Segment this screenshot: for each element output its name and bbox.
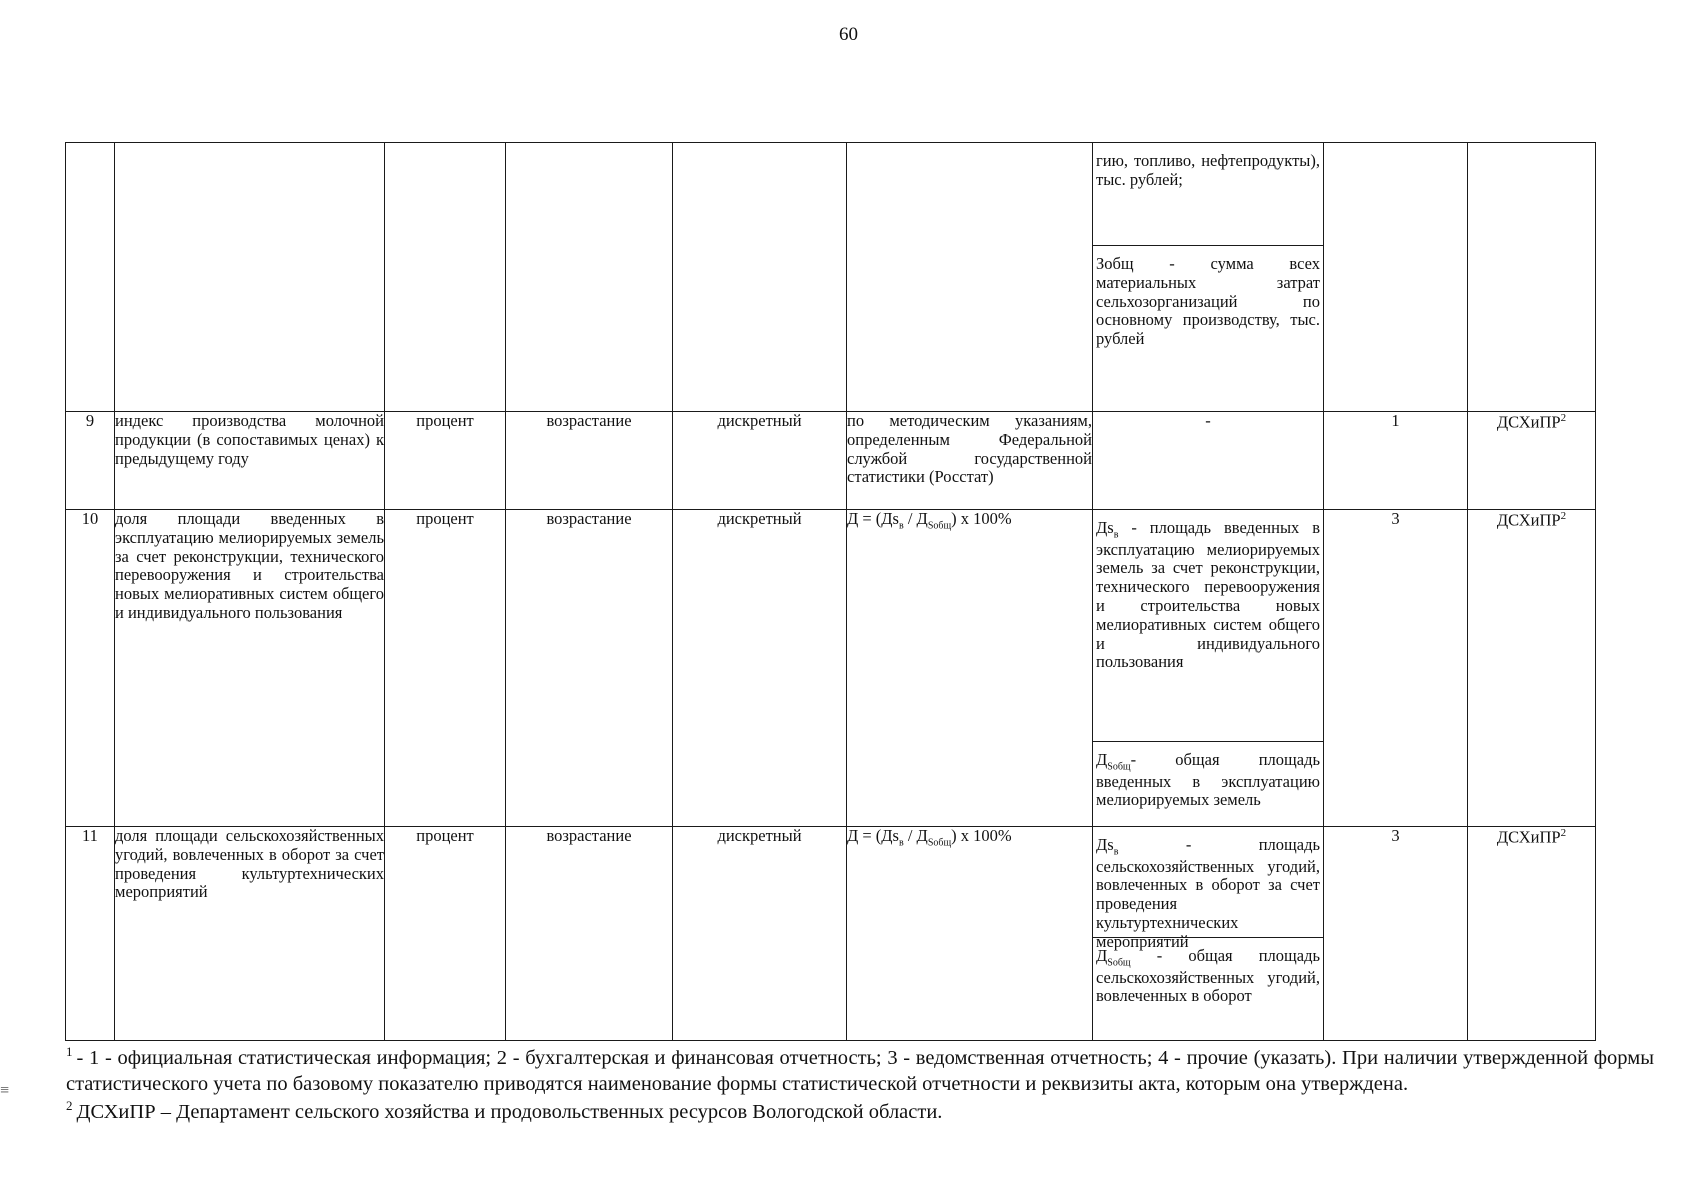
cell-source <box>1324 143 1468 412</box>
footnote-ref: 2 <box>1560 412 1567 424</box>
cell-unit <box>385 143 506 412</box>
footnote-text: ДСХиПР – Департамент сельского хозяйства и продовольственных ресурсов Вологодской области. <box>76 1100 943 1123</box>
footnotes <box>66 1044 1654 1126</box>
indicator-type: дискретный <box>673 412 847 510</box>
footnote-2 <box>66 1098 1654 1125</box>
row-number: 9 <box>66 412 115 510</box>
footnote-1 <box>66 1044 1654 1098</box>
responsible-text: ДСХиПР <box>1496 827 1561 847</box>
param-text: $Д_{Sобщ}-$ общая площадь введенных в эксплуатацию мелиорируемых земель <box>1096 750 1320 810</box>
table-row-continuation <box>66 143 1596 412</box>
footnote-text: - 1 - официальная статистическая информация; 2 - бухгалтерская и финансовая отчетность; 3 - ведомственная отчетность; 4 - прочие (указать). При наличии утвержденной формы статистического учета по базовому показателю приводятся наименование формы статистической отчетности и реквизиты акта, которым она утверждена. <box>66 1046 1654 1096</box>
indicator-name: доля площади введенных в эксплуатацию мелиорируемых земель за счет реконструкции, технического перевооружения и строительства новых мелиоративных систем общего и индивидуального пользования <box>115 510 385 827</box>
cell-method <box>847 143 1093 412</box>
unit: процент <box>385 412 506 510</box>
responsible <box>1468 510 1596 827</box>
param-text: Зобщ - сумма всех материальных затрат сельхозорганизаций по основному производству, тыс. рублей <box>1096 254 1320 349</box>
data-source: 1 <box>1324 412 1468 510</box>
margin-mark: ≡ <box>0 1082 10 1099</box>
data-source: 3 <box>1324 510 1468 827</box>
formula: $Д = (Дs_в / Д_{Sобщ})$ х 100% <box>847 827 1093 1041</box>
method: по методическим указаниям, определенным Федеральной службой государственной статистики (Росстат) <box>847 412 1093 510</box>
cell-name <box>115 143 385 412</box>
unit: процент <box>385 827 506 1041</box>
row-number: 10 <box>66 510 115 827</box>
param-text: гию, топливо, нефтепродукты), тыс. рублей; <box>1093 143 1323 246</box>
row-number: 11 <box>66 827 115 1041</box>
dynamics: возрастание <box>506 412 673 510</box>
responsible-text: ДСХиПР <box>1496 412 1561 432</box>
param-text: $Дs_в$ - площадь сельскохозяйственных угодий, вовлеченных в оборот за счет проведения культуртехнических мероприятий <box>1093 827 1323 938</box>
indicator-type: дискретный <box>673 510 847 827</box>
page-number: 60 <box>839 24 858 45</box>
responsible-text: ДСХиПР <box>1496 510 1561 530</box>
data-source: 3 <box>1324 827 1468 1041</box>
cell-params <box>1093 143 1324 412</box>
footnote-mark: 2 <box>66 1098 73 1114</box>
dynamics: возрастание <box>506 510 673 827</box>
param-text: $Дs_в$ - площадь введенных в эксплуатацию мелиорируемых земель за счет реконструкции, технического перевооружения и строительства новых мелиоративных систем общего и индивидуального пользования <box>1093 510 1323 742</box>
responsible <box>1468 412 1596 510</box>
cell-type <box>673 143 847 412</box>
unit: процент <box>385 510 506 827</box>
indicator-name: доля площади сельскохозяйственных угодий, вовлеченных в оборот за счет проведения культуртехнических мероприятий <box>115 827 385 1041</box>
table-row-9 <box>66 412 1596 510</box>
indicator-type: дискретный <box>673 827 847 1041</box>
footnote-ref: 2 <box>1560 510 1567 522</box>
indicator-name: индекс производства молочной продукции (в сопоставимых ценах) к предыдущему году <box>115 412 385 510</box>
param-text: $Д_{Sобщ}$ - общая площадь сельскохозяйственных угодий, вовлеченных в оборот <box>1096 946 1320 1006</box>
responsible <box>1468 827 1596 1041</box>
formula: $Д = (Дs_в / Д_{Sобщ})$ х 100% <box>847 510 1093 827</box>
cell-num <box>66 143 115 412</box>
cell-dynamics <box>506 143 673 412</box>
indicators-table <box>65 142 1596 1041</box>
cell-params <box>1093 827 1324 1041</box>
footnote-ref: 2 <box>1560 827 1567 839</box>
table-row-10 <box>66 510 1596 827</box>
cell-responsible <box>1468 143 1596 412</box>
footnote-mark: 1 <box>66 1044 73 1059</box>
dynamics: возрастание <box>506 827 673 1041</box>
param-text: - <box>1093 412 1324 510</box>
table-row-11 <box>66 827 1596 1041</box>
cell-params <box>1093 510 1324 827</box>
